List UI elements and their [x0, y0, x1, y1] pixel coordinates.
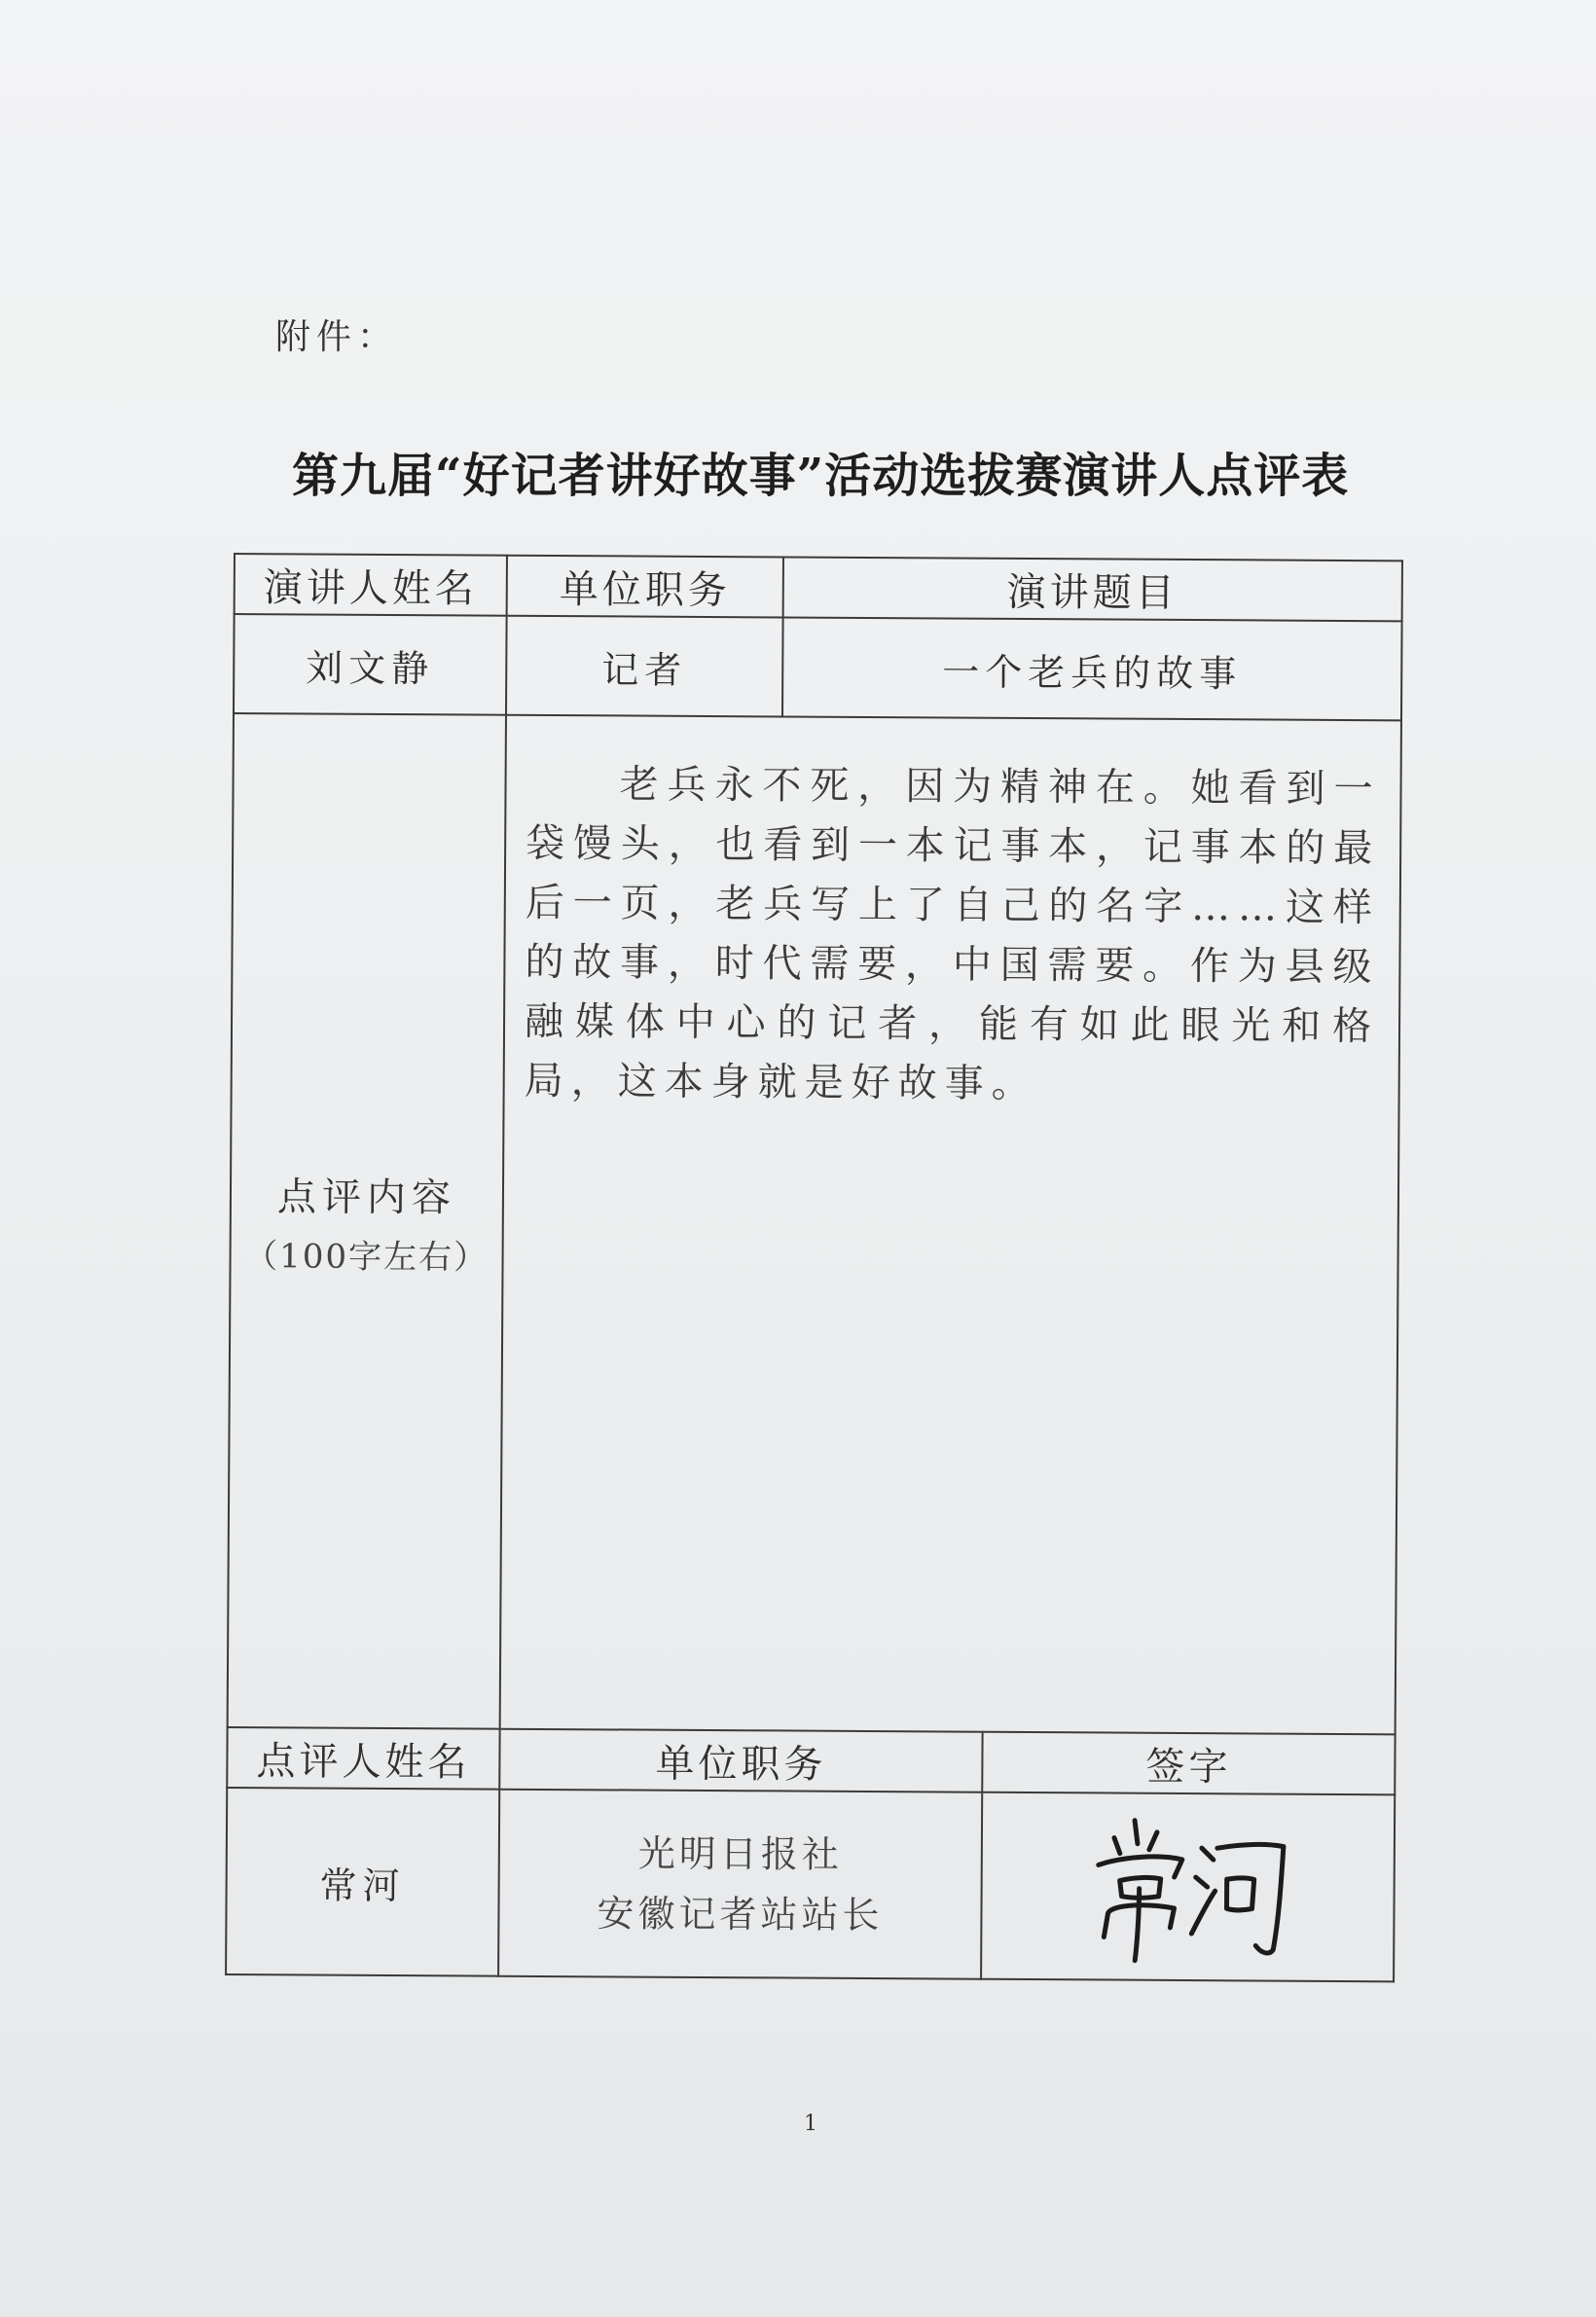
comment-hint: （100字左右） [244, 1236, 490, 1278]
comment-text: 老兵永不死，因为精神在。她看到一袋馒头，也看到一本记事本，记事本的最后一页，老兵写上了自己的名字……这样的故事，时代需要，中国需要。作为县级融媒体中心的记者，能有如此眼光和格局，这本身就是好故事。 [524, 762, 1381, 1107]
speaker-name-header: 演讲人姓名 [235, 554, 507, 616]
attachment-label: 附件： [275, 317, 399, 357]
reviewer-unit-line2: 安徽记者站站长 [597, 1892, 884, 1937]
handwritten-signature [1080, 1808, 1295, 1965]
speaker-header-row [235, 554, 1402, 621]
speaker-topic-value: 一个老兵的故事 [782, 617, 1402, 720]
comment-label-cell [228, 713, 506, 1729]
signature-header: 签字 [982, 1732, 1395, 1795]
review-form [225, 553, 1401, 1980]
page-number: 1 [804, 2112, 817, 2136]
reviewer-unit-header: 单位职务 [499, 1729, 982, 1792]
reviewer-header-row [227, 1727, 1395, 1794]
speaker-topic-header: 演讲题目 [783, 557, 1402, 621]
comment-row [228, 713, 1401, 1734]
speaker-unit-header: 单位职务 [507, 556, 783, 618]
reviewer-name-value: 常河 [226, 1788, 499, 1976]
reviewer-value-row [226, 1788, 1395, 1981]
speaker-value-row [234, 614, 1402, 720]
reviewer-unit-cell [498, 1790, 982, 1979]
form-title: 第九届“好记者讲好故事”活动选拔赛演讲人点评表 [292, 449, 1350, 503]
reviewer-name-header: 点评人姓名 [227, 1727, 499, 1790]
reviewer-unit-line1: 光明日报社 [637, 1831, 843, 1876]
signature-cell [981, 1792, 1395, 1982]
speaker-unit-value: 记者 [506, 616, 783, 717]
comment-content-cell [500, 715, 1401, 1735]
comment-label: 点评内容 [276, 1174, 457, 1220]
speaker-name-value: 刘文静 [234, 614, 507, 715]
review-form-table [225, 553, 1403, 1982]
